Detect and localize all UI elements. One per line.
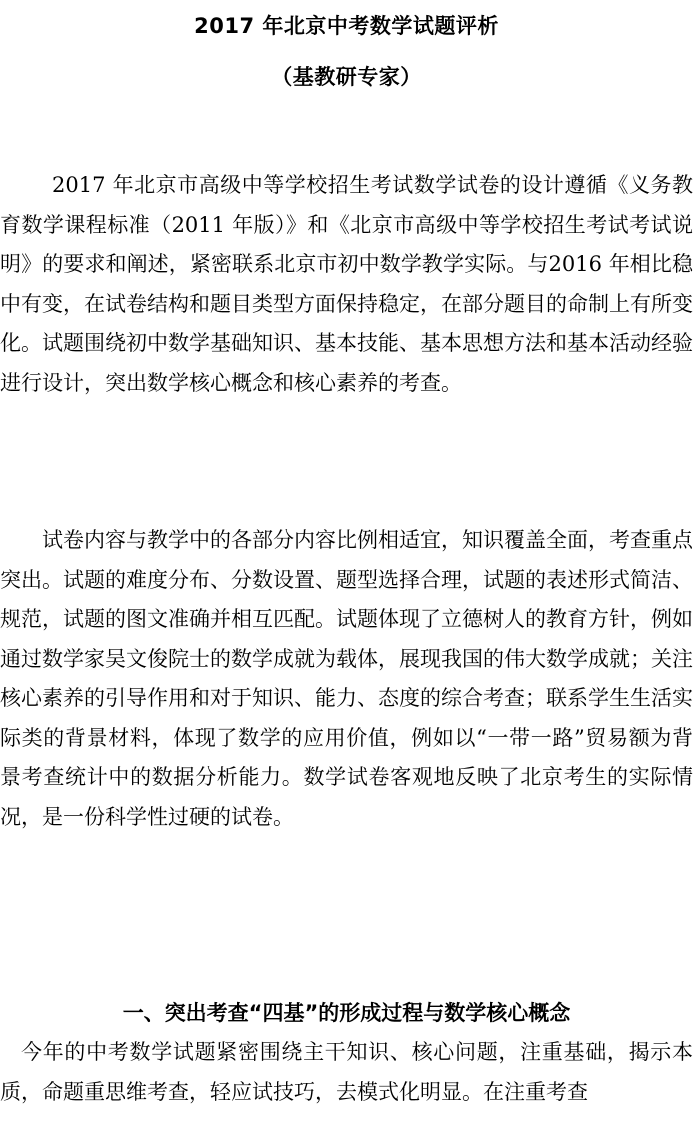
paragraph-evaluation: 试卷内容与教学中的各部分内容比例相适宜，知识覆盖全面，考查重点突出。试题的难度分布、分数设置、题型选择合理，试题的表述形式简洁、规范，试题的图文准确并相互匹配。试题体现了立德树人的教育方针，例如通过数学家吴文俊院士的数学成就为载体，展现我国的伟大数学成就；关注核心素养的引导作用和对于知识、能力、态度的综合考查；联系学生生活实际类的背景材料，体现了数学的应用价值，例如以“一带一路”贸易额为背景考查统计中的数据分析能力。数学试卷客观地反映了北京考生的实际情况，是一份科学性过硬的试卷。 (0, 528, 693, 829)
section-heading: 一、突出考查“四基”的形成过程与数学核心概念 (122, 1001, 571, 1025)
document-title: 2017 年北京中考数学试题评析 (194, 14, 499, 38)
paragraph-section-one: 今年的中考数学试题紧密围绕主干知识、核心问题，注重基础，揭示本质，命题重思维考查，轻应试技巧，去模式化明显。在注重考查 (0, 1040, 693, 1104)
paragraph-intro: 2017 年北京市高级中等学校招生考试数学试卷的设计遵循《义务教育数学课程标准（2011 年版）》和《北京市高级中等学校招生考试考试说明》的要求和阐述，紧密联系北京市初中数学教学实际。与2016 年相比稳中有变，在试卷结构和题目类型方面保持稳定，在部分题目的命制上有所变化。试题围绕初中数学基础知识、基本技能、基本思想方法和基本活动经验进行设计，突出数学核心概念和核心素养的考查。 (0, 173, 693, 395)
document-subtitle: （基教研专家） (271, 65, 422, 89)
